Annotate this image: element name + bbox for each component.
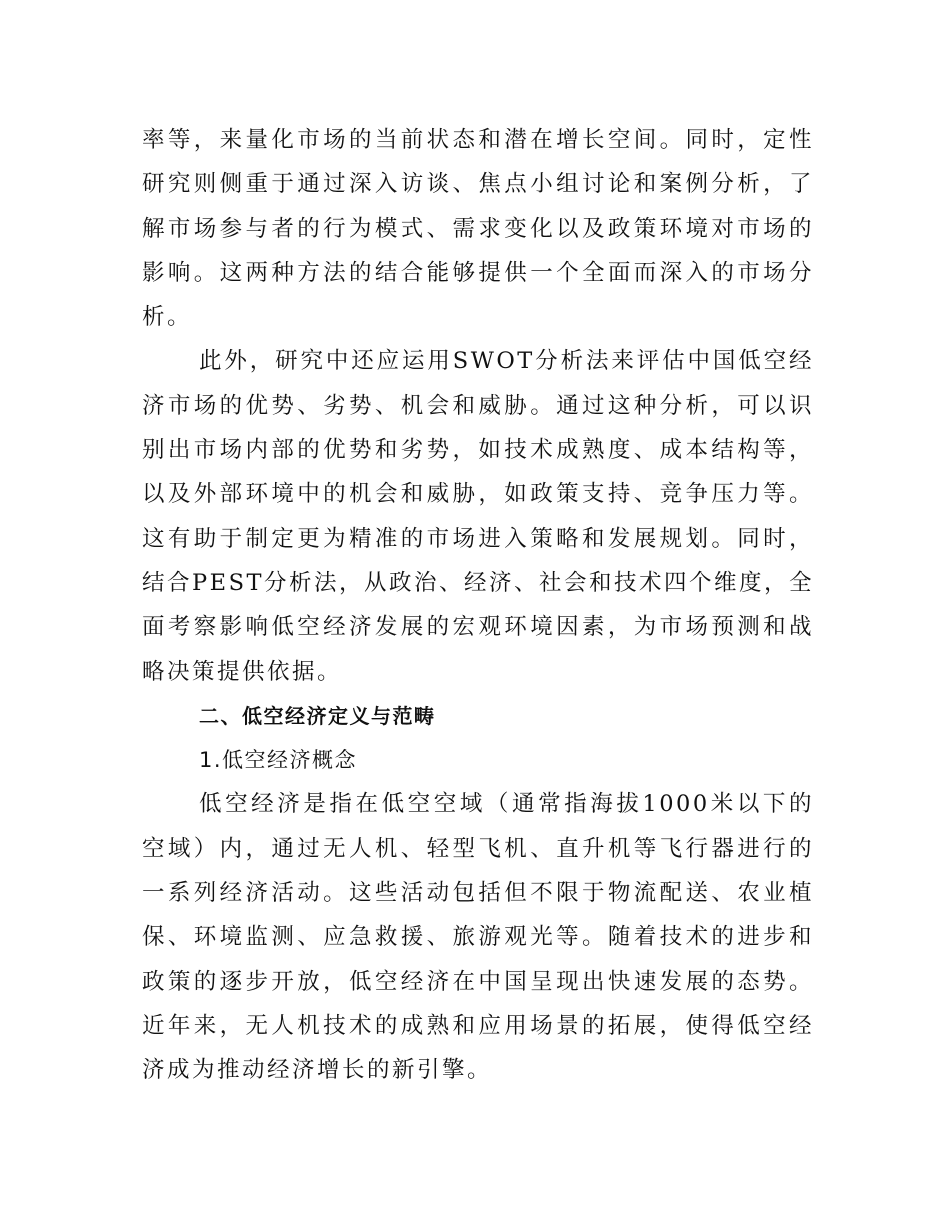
paragraph-swot-pest: 此外，研究中还应运用SWOT分析法来评估中国低空经济市场的优势、劣势、机会和威胁。通过这种分析，可以识别出市场内部的优势和劣势，如技术成熟度、成本结构等，以及外部环境中的机会和威胁，如政策支持、竞争压力等。这有助于制定更为精准的市场进入策略和发展规划。同时，结合PEST分析法，从政治、经济、社会和技术四个维度，全面考察影响低空经济发展的宏观环境因素，为市场预测和战略决策提供依据。	[142, 348, 814, 685]
section-heading: 二、低空经济定义与范畴	[199, 703, 436, 728]
paragraph-low-altitude-concept: 低空经济是指在低空空域（通常指海拔1000米以下的空域）内，通过无人机、轻型飞机、直升机等飞行器进行的一系列经济活动。这些活动包括但不限于物流配送、农业植保、环境监测、应急救援、旅游观光等。随着技术的进步和政策的逐步开放，低空经济在中国呈现出快速发展的态势。近年来，无人机技术的成熟和应用场景的拓展，使得低空经济成为推动经济增长的新引擎。	[142, 791, 814, 1084]
paragraph-methods-combination: 率等，来量化市场的当前状态和潜在增长空间。同时，定性研究则侧重于通过深入访谈、焦点小组讨论和案例分析，了解市场参与者的行为模式、需求变化以及政策环境对市场的影响。这两种方法的结合能够提供一个全面而深入的市场分析。	[142, 127, 814, 331]
subsection-heading: 1.低空经济概念	[199, 748, 358, 773]
document-body	[142, 118, 814, 1093]
